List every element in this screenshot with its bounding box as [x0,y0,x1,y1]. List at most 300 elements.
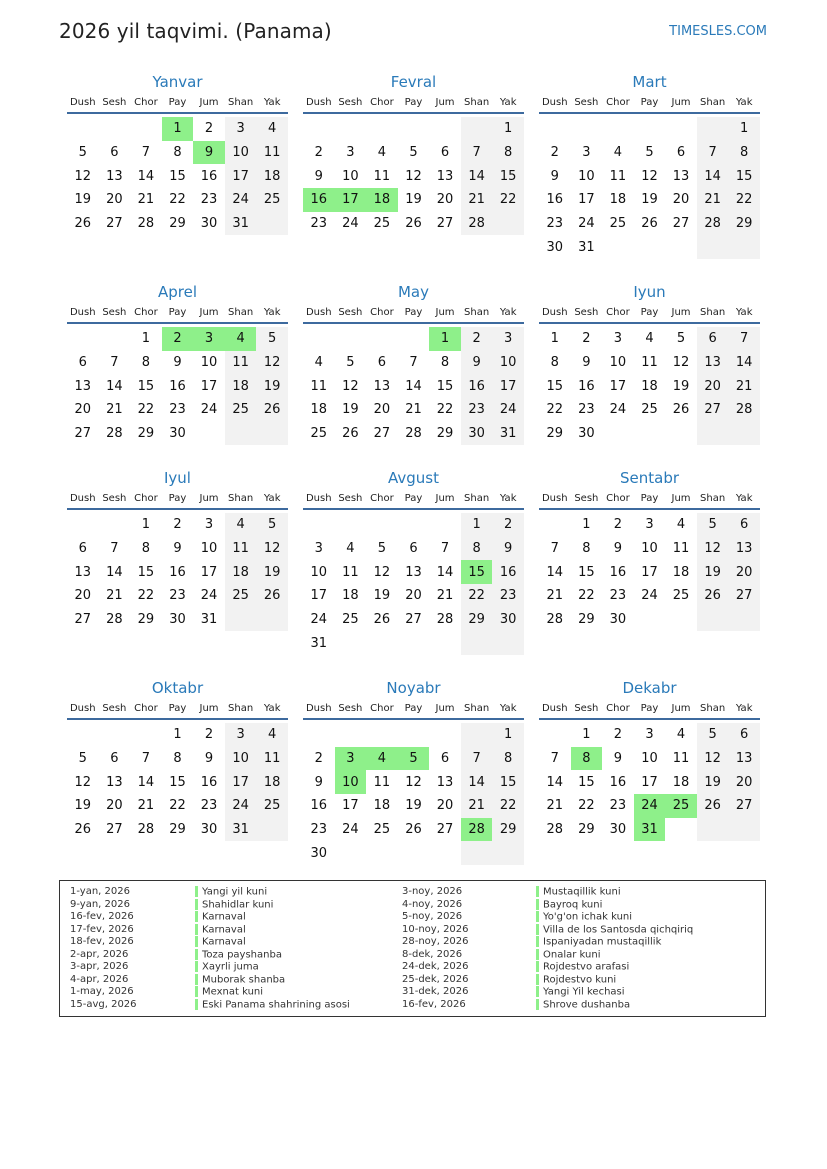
day-cell: 15 [461,560,493,584]
day-cell: 30 [578,426,595,442]
day-cell: 31 [634,818,666,842]
day-cell: 25 [310,426,328,442]
day-cell: 30 [310,845,328,861]
day-cell: 1 [173,727,182,743]
day-cell: 24 [200,402,218,418]
day-cell: 24 [641,588,658,604]
day-cell: 8 [440,355,450,371]
day-cell: 29 [578,822,595,838]
month-avgust [303,468,524,655]
day-cell: 31 [225,818,257,842]
weekday-label: Yak [499,492,517,504]
day-cell: 23 [169,588,186,604]
day-cell: 22 [137,402,155,418]
legend-holiday-name: Shrove dushanba [543,999,631,1010]
weekday-label: Chor [370,96,394,108]
empty-cell [335,327,367,351]
day-cell: 24 [578,216,595,232]
day-cell: 15 [578,774,595,790]
month-name: Mart [632,73,667,91]
day-cell: 23 [492,584,524,608]
legend-date: 5-noy, 2026 [402,911,463,922]
day-cell: 6 [110,751,119,767]
holiday-color-swatch [536,986,539,997]
day-cell: 8 [492,141,524,165]
day-cell: 2 [173,517,182,533]
day-cell: 5 [645,145,654,161]
day-grid [67,723,288,841]
day-cell: 26 [672,402,690,418]
legend-holiday [536,961,629,974]
empty-cell [634,422,666,446]
day-cell: 21 [461,188,493,212]
day-cell: 10 [200,541,218,557]
weekday-label: Yak [499,702,517,714]
month-sentabr [539,468,760,631]
month-name: Sentabr [619,469,680,487]
day-cell: 14 [546,774,564,790]
empty-cell [539,513,571,537]
month-name: Avgust [388,469,439,487]
day-cell: 4 [676,727,686,743]
day-cell: 23 [578,402,595,418]
day-cell: 22 [169,192,186,208]
weekday-label: Dush [541,96,568,108]
day-cell: 13 [728,537,760,561]
day-cell: 19 [373,588,391,604]
month-name: Aprel [157,283,198,301]
day-cell: 10 [310,564,328,580]
day-cell: 6 [676,145,686,161]
day-cell: 3 [225,723,257,747]
empty-cell [429,513,461,537]
day-cell: 7 [141,145,151,161]
day-cell: 7 [141,751,151,767]
day-cell: 8 [582,541,591,557]
day-cell: 31 [578,239,595,255]
legend-holiday [536,911,632,924]
day-cell: 29 [436,426,454,442]
holiday-color-swatch [195,999,198,1010]
day-cell: 2 [162,327,194,351]
weekday-label: Shan [700,96,726,108]
weekday-header [67,92,288,114]
holiday-color-swatch [195,924,198,935]
empty-cell [728,235,760,259]
weekday-label: Pay [404,492,423,504]
legend-date: 4-noy, 2026 [402,898,463,910]
day-grid [303,513,524,655]
day-cell: 15 [137,564,155,580]
day-cell: 9 [314,774,323,790]
day-cell: 4 [377,145,387,161]
day-cell: 3 [582,145,591,161]
day-cell: 27 [74,612,92,628]
day-cell: 5 [256,327,288,351]
weekday-label: Sesh [338,702,363,714]
legend-date: 25-dek, 2026 [402,973,469,985]
weekday-label: Sesh [102,702,127,714]
day-cell: 8 [492,747,524,771]
empty-cell [303,117,335,141]
legend-holiday [195,899,273,912]
day-cell: 25 [225,398,257,422]
empty-cell [366,513,398,537]
weekday-label: Shan [228,492,254,504]
day-cell: 7 [110,541,119,557]
day-cell: 5 [409,145,418,161]
day-cell: 13 [74,564,92,580]
day-cell: 18 [672,774,690,790]
day-cell: 27 [697,398,729,422]
day-cell: 28 [137,216,155,232]
day-cell: 24 [310,612,328,628]
legend-holiday [195,999,350,1012]
day-cell: 5 [676,331,686,347]
legend-holiday-name: Yangi yil kuni [202,886,268,898]
weekday-label: Chor [370,492,394,504]
weekday-label: Sesh [574,702,599,714]
day-cell: 27 [106,216,123,232]
day-cell: 14 [137,774,155,790]
day-cell: 30 [200,216,218,232]
day-cell: 3 [193,327,225,351]
day-cell: 9 [173,355,182,371]
day-cell: 25 [225,584,257,608]
weekday-label: Sesh [574,96,599,108]
empty-cell [539,723,571,747]
day-cell: 21 [137,798,155,814]
day-cell: 2 [204,121,214,137]
day-cell: 16 [200,774,218,790]
day-cell: 19 [256,560,288,584]
day-cell: 4 [256,117,288,141]
day-cell: 4 [645,331,654,347]
day-cell: 19 [641,192,658,208]
day-cell: 20 [697,374,729,398]
legend-holiday [195,974,285,987]
day-cell: 8 [728,141,760,165]
day-cell: 25 [641,402,658,418]
day-cell: 26 [373,612,391,628]
day-cell: 29 [137,612,155,628]
day-cell: 30 [169,612,186,628]
day-cell: 1 [429,327,461,351]
day-cell: 23 [609,588,627,604]
day-cell: 2 [550,145,559,161]
month-name: Yanvar [152,73,203,91]
day-cell: 29 [137,426,155,442]
empty-cell [665,117,697,141]
weekday-label: Dush [69,96,96,108]
day-cell: 27 [106,822,123,838]
day-cell: 1 [582,727,591,743]
legend-holiday-name: Rojdestvo kuni [543,974,617,985]
day-cell: 12 [405,774,422,790]
day-cell: 19 [697,560,729,584]
empty-cell [634,117,666,141]
day-cell: 26 [405,822,422,838]
month-yanvar [67,72,288,235]
empty-cell [634,608,666,632]
day-cell: 15 [169,168,186,184]
day-cell: 16 [578,378,595,394]
day-cell: 3 [204,517,214,533]
day-cell: 22 [436,402,454,418]
day-cell: 15 [546,378,564,394]
empty-cell [99,723,131,747]
day-cell: 15 [137,378,155,394]
month-name: Dekabr [622,679,677,697]
day-cell: 13 [106,168,123,184]
day-cell: 23 [169,402,186,418]
empty-cell [398,841,430,865]
legend-date: 1-yan, 2026 [70,886,130,897]
day-cell: 20 [728,770,760,794]
day-cell: 26 [256,398,288,422]
legend-holiday-name: Mexnat kuni [202,986,264,998]
legend-date: 18-fev, 2026 [70,936,134,947]
legend-holiday [536,936,661,949]
day-cell: 12 [697,537,729,561]
day-cell: 5 [697,723,729,747]
day-cell: 18 [672,564,690,580]
day-cell: 28 [697,212,729,236]
empty-cell [67,513,99,537]
legend-holiday [195,886,267,899]
day-cell: 6 [78,541,87,557]
weekday-label: Shan [228,702,254,714]
day-cell: 11 [256,747,288,771]
day-cell: 18 [225,374,257,398]
legend-holiday [536,899,602,912]
weekday-label: Dush [69,492,96,504]
day-cell: 14 [546,564,564,580]
day-cell: 18 [373,798,391,814]
empty-cell [193,422,225,446]
month-name: Noyabr [386,679,441,697]
day-cell: 20 [672,192,690,208]
weekday-label: Shan [228,306,254,318]
weekday-label: Yak [735,96,753,108]
weekday-header [303,302,524,324]
day-cell: 30 [169,426,186,442]
empty-cell [256,422,288,446]
legend-holiday-name: Shahidlar kuni [202,899,274,910]
weekday-label: Sesh [338,306,363,318]
day-cell: 3 [335,747,367,771]
day-cell: 20 [74,402,92,418]
weekday-label: Shan [700,306,726,318]
day-cell: 11 [373,774,391,790]
day-cell: 10 [335,770,367,794]
day-cell: 24 [492,398,524,422]
legend-holiday [195,961,259,974]
holiday-color-swatch [536,961,539,972]
day-cell: 29 [169,822,186,838]
day-cell: 26 [342,426,359,442]
day-cell: 27 [728,584,760,608]
holiday-color-swatch [536,899,539,910]
empty-cell [67,723,99,747]
weekday-header [303,698,524,720]
weekday-label: Chor [370,702,394,714]
day-cell: 31 [225,212,257,236]
month-name: Fevral [390,73,437,91]
legend-date: 3-apr, 2026 [70,961,129,972]
day-cell: 21 [546,588,564,604]
day-cell: 16 [609,774,627,790]
day-cell: 23 [310,822,328,838]
weekday-header [303,92,524,114]
day-cell: 4 [366,747,398,771]
day-cell: 6 [697,327,729,351]
day-cell: 9 [613,751,623,767]
day-cell: 28 [106,612,123,628]
weekday-header [67,698,288,720]
day-cell: 17 [310,588,328,604]
legend-holiday-name: Rojdestvo arafasi [543,961,630,973]
weekday-label: Pay [404,96,423,108]
day-cell: 16 [303,188,335,212]
weekday-label: Pay [168,306,187,318]
legend-date: 2-apr, 2026 [70,948,129,960]
day-grid [67,117,288,235]
day-cell: 22 [546,402,564,418]
day-grid [539,117,760,259]
weekday-label: Yak [263,96,281,108]
day-cell: 7 [461,747,493,771]
empty-cell [366,723,398,747]
empty-cell [461,841,493,865]
day-cell: 29 [728,212,760,236]
day-cell: 3 [225,117,257,141]
day-cell: 26 [641,216,658,232]
day-cell: 15 [169,774,186,790]
day-cell: 5 [256,513,288,537]
weekday-header [539,488,760,510]
day-cell: 9 [461,351,493,375]
day-cell: 1 [728,117,760,141]
empty-cell [303,513,335,537]
day-cell: 1 [582,517,591,533]
holiday-color-swatch [195,961,198,972]
legend-holiday [195,949,282,962]
day-cell: 3 [645,517,654,533]
day-cell: 4 [346,541,355,557]
empty-cell [366,631,398,655]
day-cell: 20 [106,192,123,208]
day-grid [539,327,760,445]
day-cell: 30 [200,822,218,838]
day-grid [303,327,524,445]
day-cell: 17 [200,564,218,580]
empty-cell [492,212,524,236]
day-cell: 28 [461,818,493,842]
day-cell: 25 [373,216,391,232]
day-cell: 28 [106,426,123,442]
empty-cell [303,723,335,747]
day-cell: 27 [405,612,422,628]
day-cell: 13 [436,774,454,790]
day-cell: 24 [225,188,257,212]
weekday-label: Dush [541,702,568,714]
day-cell: 10 [225,747,257,771]
legend-date: 28-noy, 2026 [402,936,469,947]
day-cell: 27 [728,794,760,818]
empty-cell [697,818,729,842]
day-cell: 14 [106,378,123,394]
legend-holiday-name: Karnaval [202,924,246,935]
weekday-label: Pay [640,702,659,714]
day-cell: 5 [78,145,87,161]
brand-link[interactable]: TIMESLES.COM [669,24,767,39]
weekday-label: Sesh [102,492,127,504]
day-cell: 17 [342,798,359,814]
day-cell: 23 [310,216,328,232]
day-cell: 17 [609,378,627,394]
day-cell: 7 [461,141,493,165]
day-cell: 3 [346,145,355,161]
day-cell: 14 [405,378,422,394]
day-cell: 6 [728,513,760,537]
empty-cell [665,608,697,632]
weekday-label: Chor [134,492,158,504]
weekday-label: Chor [370,306,394,318]
day-cell: 12 [405,168,422,184]
holiday-color-swatch [195,899,198,910]
day-cell: 29 [546,426,564,442]
day-cell: 29 [461,608,493,632]
day-cell: 18 [256,770,288,794]
day-cell: 15 [492,770,524,794]
day-cell: 18 [366,188,398,212]
day-cell: 23 [546,216,564,232]
holiday-color-swatch [195,886,198,897]
weekday-label: Pay [168,96,187,108]
day-cell: 21 [461,794,493,818]
weekday-label: Chor [606,96,630,108]
day-cell: 15 [492,164,524,188]
legend-holiday [536,949,600,962]
holiday-color-swatch [195,949,198,960]
day-cell: 2 [314,145,323,161]
weekday-label: Pay [640,96,659,108]
day-cell: 10 [200,355,218,371]
day-cell: 31 [310,635,328,651]
empty-cell [303,327,335,351]
empty-cell [225,422,257,446]
weekday-label: Yak [735,492,753,504]
day-cell: 6 [409,541,418,557]
day-cell: 19 [405,798,422,814]
day-cell: 18 [609,192,627,208]
day-cell: 22 [169,798,186,814]
weekday-label: Jum [435,96,455,108]
weekday-header [539,698,760,720]
day-cell: 15 [728,164,760,188]
day-cell: 24 [634,794,666,818]
day-cell: 27 [436,822,454,838]
day-cell: 13 [697,351,729,375]
legend-date: 24-dek, 2026 [402,961,469,972]
day-cell: 3 [492,327,524,351]
day-cell: 2 [204,727,214,743]
empty-cell [571,117,603,141]
weekday-label: Pay [640,492,659,504]
day-cell: 8 [173,145,182,161]
legend-holiday-name: Karnaval [202,911,246,923]
